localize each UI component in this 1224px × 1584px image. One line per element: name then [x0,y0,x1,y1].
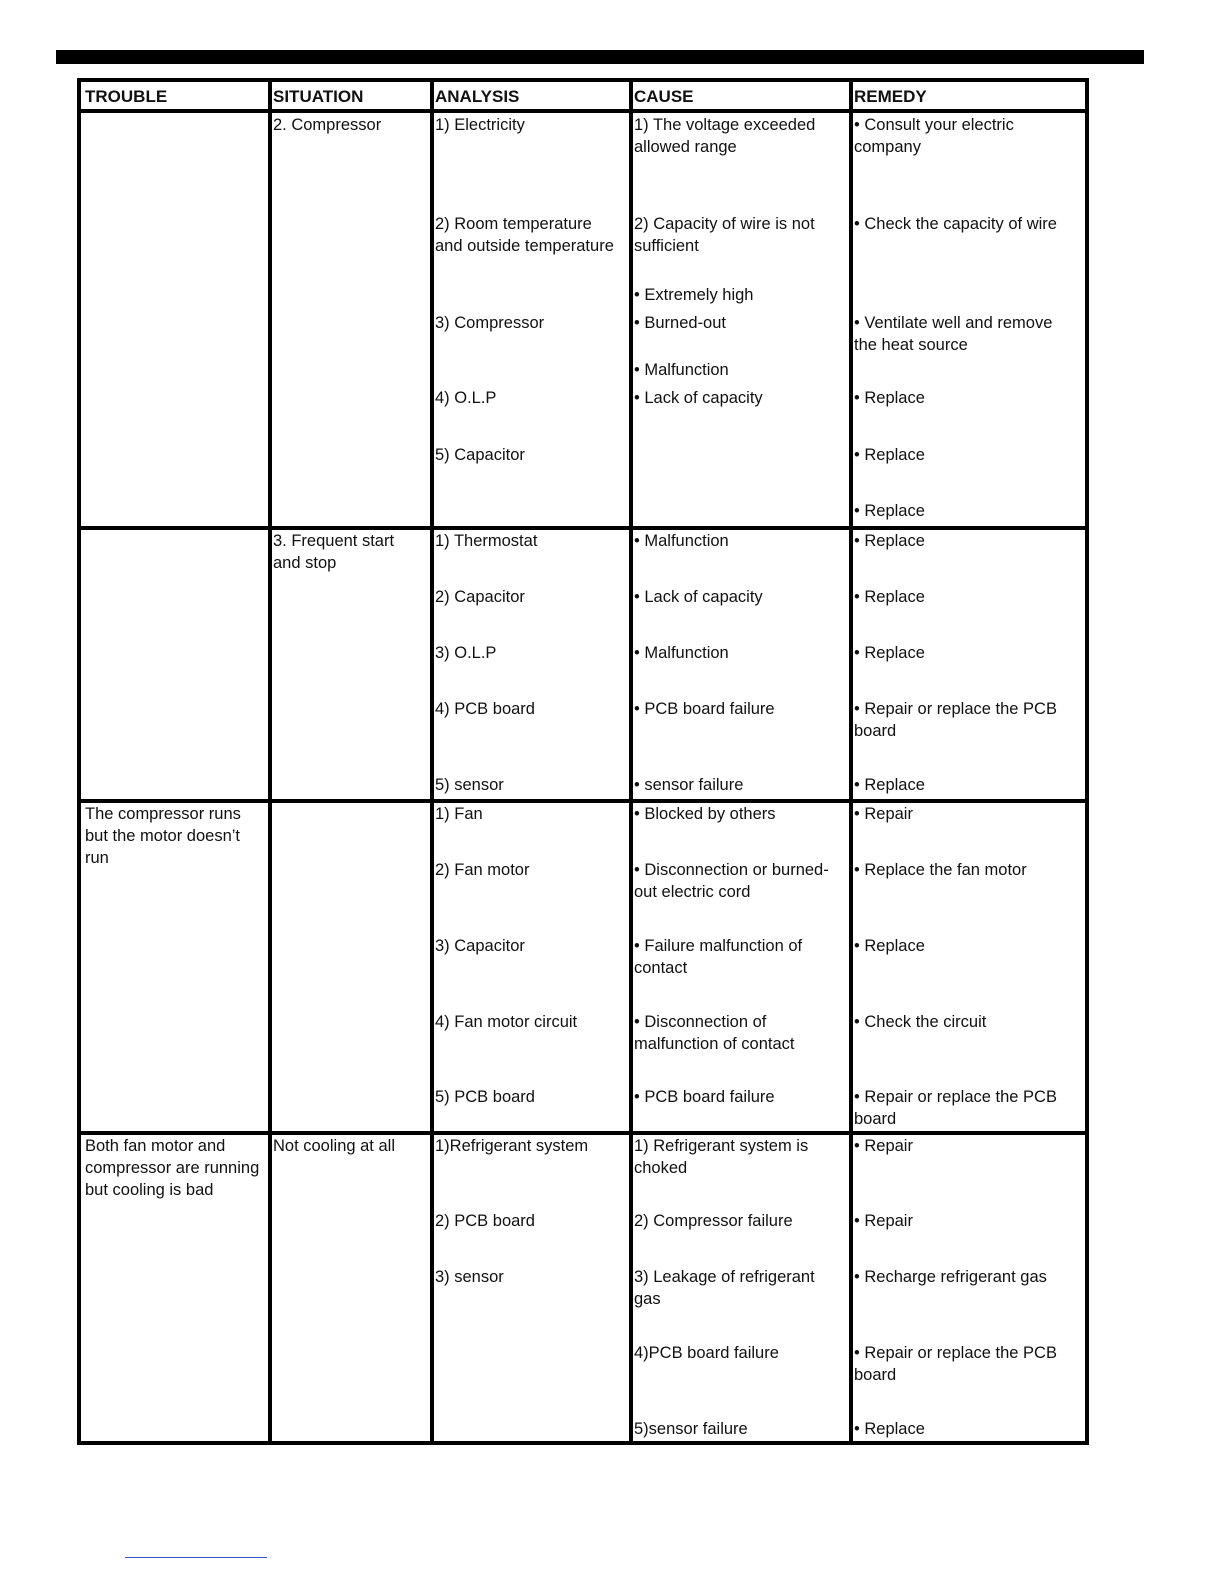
cause-item: • Extremely high [634,286,754,304]
remedy-item: • Replace [854,389,925,407]
column-divider [849,82,853,1441]
remedy-item: • Replace [854,644,925,662]
cause-item: • Disconnection of malfunction of contact [634,1013,795,1053]
cause-item: • Lack of capacity [634,389,763,407]
cause-item: 1) The voltage exceeded allowed range [634,116,816,156]
cause-item: • Malfunction [634,644,729,662]
column-divider [430,82,434,1441]
remedy-item: • Replace [854,532,925,550]
analysis-item: 1) Electricity [435,116,525,134]
header-analysis: ANALYSIS [435,87,520,106]
cause-item: 2) Compressor failure [634,1212,793,1230]
analysis-item: 3) O.L.P [435,644,497,662]
trouble-cell: The compressor runs but the motor doesn’t run [85,805,241,867]
cause-item: 1) Refrigerant system is choked [634,1137,809,1177]
column-divider [629,82,633,1441]
analysis-item: 5) Capacitor [435,446,525,464]
analysis-item: 1) Thermostat [435,532,538,550]
cause-item: • Disconnection or burned- out electric cord [634,861,829,901]
header-situation: SITUATION [273,87,364,106]
situation-cell: 3. Frequent start and stop [273,532,395,572]
cause-item: • Failure malfunction of contact [634,937,803,977]
remedy-item: • Check the capacity of wire [854,215,1057,233]
analysis-item: 4) PCB board [435,700,535,718]
cause-item: • Lack of capacity [634,588,763,606]
footer-rule [125,1557,267,1558]
troubleshooting-table [77,78,1089,1445]
analysis-item: 2) Fan motor [435,861,530,879]
analysis-item: 3) Capacitor [435,937,525,955]
cause-item: • Malfunction [634,361,729,379]
remedy-item: • Replace [854,588,925,606]
remedy-item: • Replace [854,1420,925,1438]
remedy-item: • Consult your electric company [854,116,1014,156]
analysis-item: 1)Refrigerant system [435,1137,589,1155]
row-divider [81,109,1085,113]
analysis-item: 2) Room temperature and outside temperature [435,215,614,255]
remedy-item: • Replace [854,502,925,520]
cause-item: • Burned-out [634,314,726,332]
analysis-item: 5) PCB board [435,1088,535,1106]
remedy-item: • Repair [854,1137,913,1155]
analysis-item: 3) Compressor [435,314,545,332]
remedy-item: • Repair or replace the PCB board [854,700,1057,740]
remedy-item: • Ventilate well and remove the heat source [854,314,1053,354]
cause-item: 5)sensor failure [634,1420,748,1438]
row-divider [81,526,1085,530]
cause-item: • PCB board failure [634,700,775,718]
situation-cell: Not cooling at all [273,1137,395,1155]
header-remedy: REMEDY [854,87,927,106]
cause-item: • Blocked by others [634,805,776,823]
top-rule [56,50,1144,64]
remedy-item: • Repair [854,805,913,823]
analysis-item: 3) sensor [435,1268,504,1286]
analysis-item: 4) Fan motor circuit [435,1013,578,1031]
header-cause: CAUSE [634,87,694,106]
remedy-item: • Replace [854,776,925,794]
remedy-item: • Repair [854,1212,913,1230]
remedy-item: • Recharge refrigerant gas [854,1268,1047,1286]
cause-item: • sensor failure [634,776,744,794]
cause-item: • PCB board failure [634,1088,775,1106]
trouble-cell: Both fan motor and compressor are running but cooling is bad [85,1137,260,1199]
remedy-item: • Repair or replace the PCB board [854,1344,1057,1384]
cause-item: • Malfunction [634,532,729,550]
column-divider [268,82,272,1441]
cause-item: 3) Leakage of refrigerant gas [634,1268,815,1308]
analysis-item: 2) Capacitor [435,588,525,606]
situation-cell: 2. Compressor [273,116,382,134]
cause-item: 2) Capacity of wire is not sufficient [634,215,815,255]
remedy-item: • Replace [854,446,925,464]
remedy-item: • Replace [854,937,925,955]
analysis-item: 5) sensor [435,776,504,794]
analysis-item: 1) Fan [435,805,483,823]
cause-item: 4)PCB board failure [634,1344,779,1362]
remedy-item: • Replace the fan motor [854,861,1027,879]
analysis-item: 4) O.L.P [435,389,497,407]
header-trouble: TROUBLE [85,87,168,106]
remedy-item: • Check the circuit [854,1013,987,1031]
analysis-item: 2) PCB board [435,1212,535,1230]
remedy-item: • Repair or replace the PCB board [854,1088,1057,1128]
